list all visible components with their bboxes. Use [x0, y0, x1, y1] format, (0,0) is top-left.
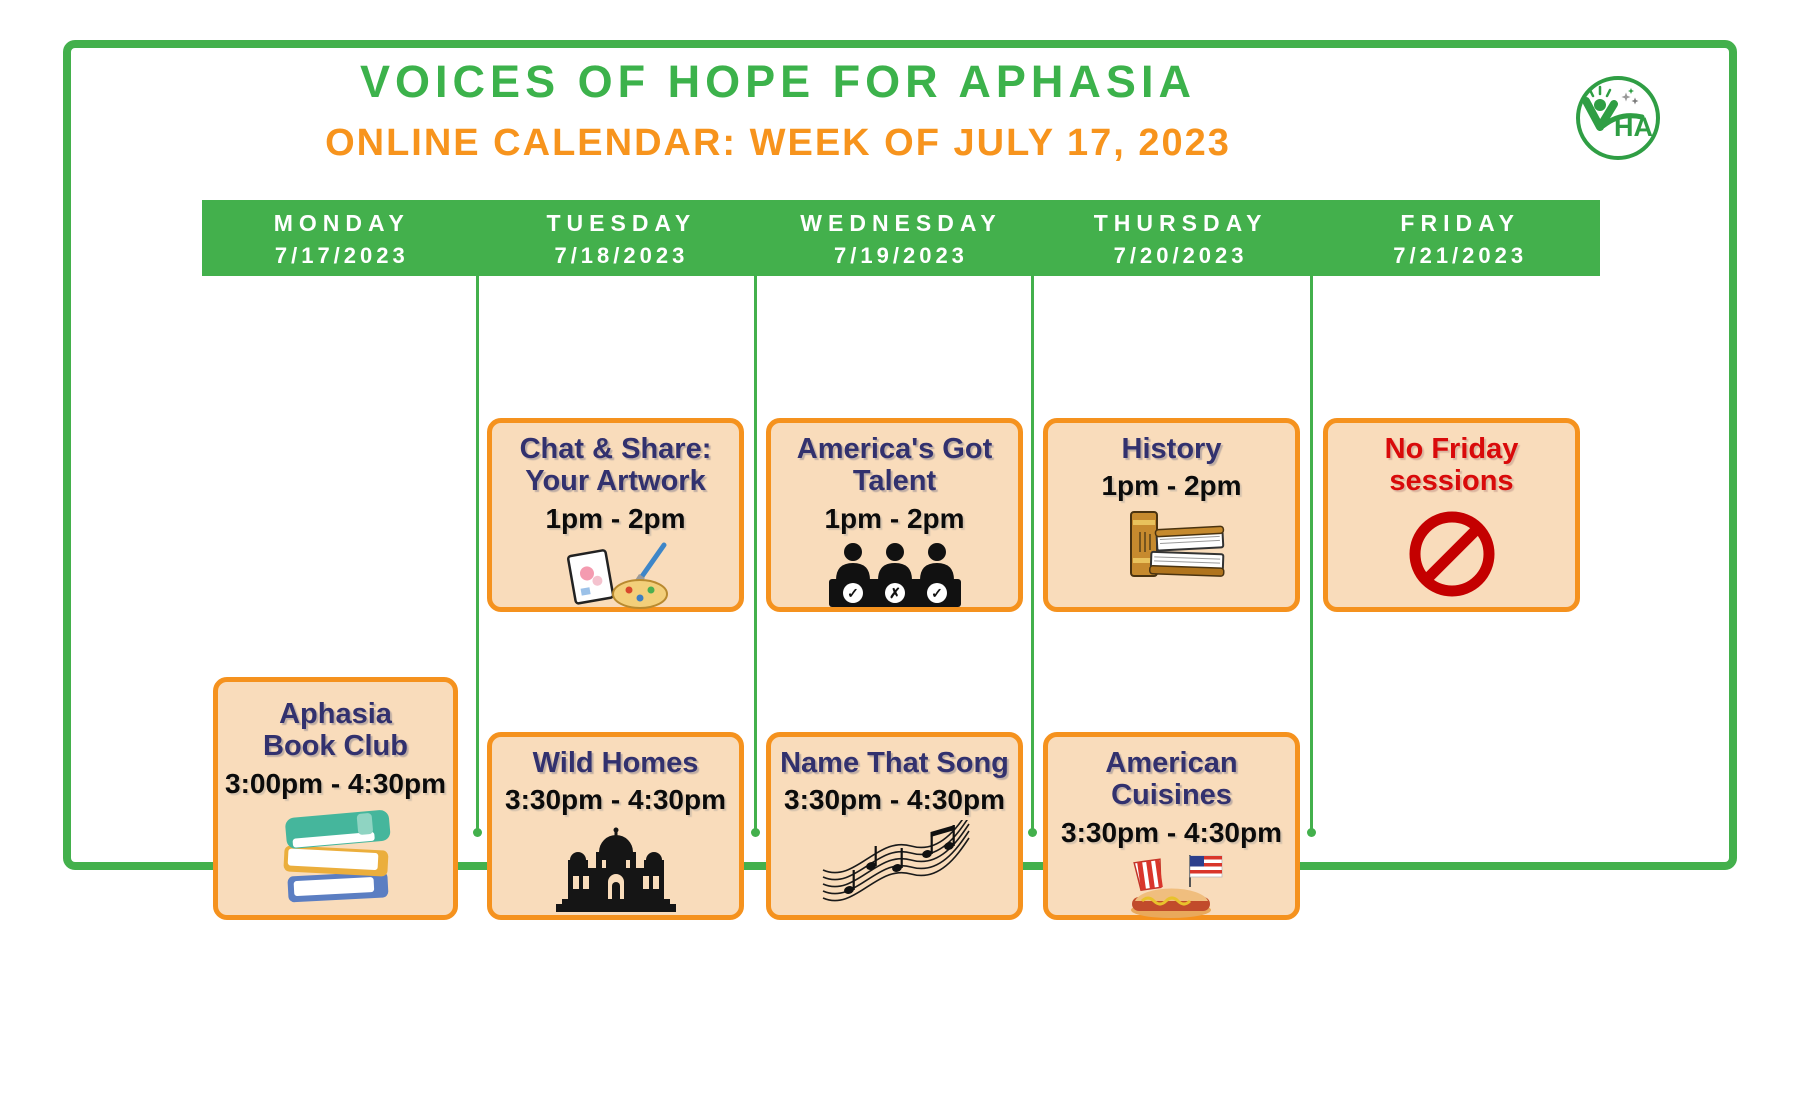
column-divider — [1031, 276, 1034, 832]
event-time: 1pm - 2pm — [1101, 470, 1242, 502]
header — [63, 0, 1493, 165]
column-divider — [754, 276, 757, 832]
palace-building-icon — [492, 820, 739, 912]
event-card-name-that-song[interactable] — [766, 732, 1023, 920]
judge-x-glyph: ✗ — [888, 584, 901, 601]
day-header-monday — [202, 200, 482, 276]
day-header-wednesday — [761, 200, 1041, 276]
no-sessions-icon — [1328, 506, 1575, 602]
column-divider — [1310, 276, 1313, 832]
event-title: America's Got Talent — [796, 433, 993, 498]
day-name: FRIDAY — [1400, 210, 1520, 236]
event-title: Chat & Share: Your Artwork — [519, 433, 712, 498]
event-card-wild-homes[interactable] — [487, 732, 744, 920]
column-divider — [476, 276, 479, 832]
event-time: 3:30pm - 4:30pm — [1061, 816, 1282, 848]
event-time: 1pm - 2pm — [824, 502, 965, 534]
event-title: American Cuisines — [1105, 747, 1238, 812]
event-card-no-friday-sessions[interactable] — [1323, 418, 1580, 612]
day-header-thursday — [1041, 200, 1321, 276]
event-time: 3:30pm - 4:30pm — [505, 784, 726, 816]
event-time: 3:30pm - 4:30pm — [784, 784, 1005, 816]
event-time: 1pm - 2pm — [545, 502, 686, 534]
antique-books-icon — [1048, 506, 1295, 592]
logo-letters: HA — [1614, 112, 1653, 142]
page-title: VOICES OF HOPE FOR APHASIA — [360, 56, 1196, 107]
event-card-american-cuisines[interactable] — [1043, 732, 1300, 920]
judge-check-glyph: ✓ — [846, 584, 859, 601]
event-title: History — [1121, 433, 1222, 465]
day-header-tuesday — [482, 200, 762, 276]
artwork-palette-icon — [492, 539, 739, 609]
day-date: 7/19/2023 — [834, 243, 968, 268]
hot-dog-flag-icon — [1048, 853, 1295, 919]
event-card-chat-and-share[interactable] — [487, 418, 744, 612]
music-staff-icon — [771, 820, 1018, 908]
event-title: Name That Song — [780, 747, 1009, 779]
week-header-bar — [202, 200, 1600, 276]
day-name: TUESDAY — [546, 210, 697, 236]
day-date: 7/18/2023 — [554, 243, 689, 268]
event-title: No Friday sessions — [1384, 433, 1519, 498]
event-card-americas-got-talent[interactable] — [766, 418, 1023, 612]
day-date: 7/17/2023 — [274, 243, 409, 268]
day-name: THURSDAY — [1093, 210, 1268, 236]
event-card-aphasia-book-club[interactable] — [213, 677, 458, 920]
day-date: 7/21/2023 — [1393, 243, 1528, 268]
event-title: Wild Homes — [532, 747, 699, 779]
books-stack-icon — [218, 804, 453, 908]
event-title: Aphasia Book Club — [263, 698, 408, 763]
page-subtitle: ONLINE CALENDAR: WEEK OF JULY 17, 2023 — [325, 122, 1231, 164]
judge-check-glyph: ✓ — [930, 584, 943, 601]
day-name: WEDNESDAY — [800, 210, 1002, 236]
day-date: 7/20/2023 — [1113, 243, 1248, 268]
event-time: 3:00pm - 4:30pm — [225, 767, 446, 799]
day-name: MONDAY — [273, 210, 410, 236]
event-card-history[interactable] — [1043, 418, 1300, 612]
judges-panel-icon — [771, 539, 1018, 609]
vha-logo-icon — [1574, 74, 1662, 162]
day-header-friday — [1320, 200, 1600, 276]
